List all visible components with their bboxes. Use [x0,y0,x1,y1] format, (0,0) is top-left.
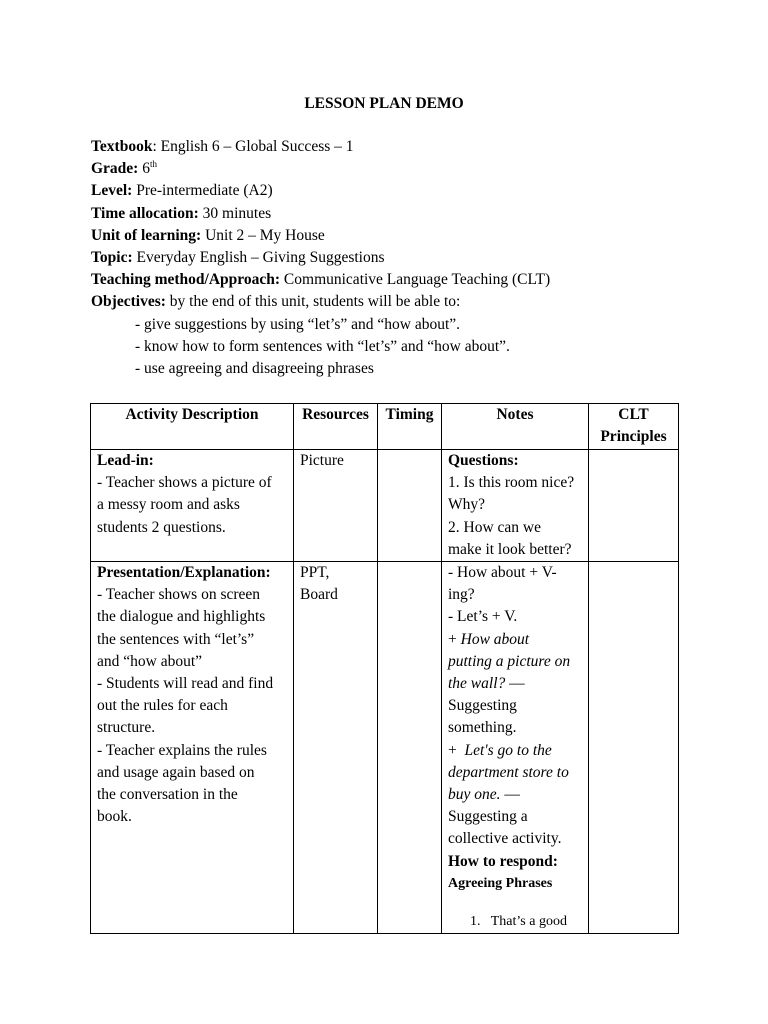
header-clt-line2: Principles [600,428,667,446]
grade-sup: th [149,159,157,170]
header-resources: Resources [294,404,378,450]
method-line [91,269,691,291]
ex1-dash: — [505,675,525,693]
row2-resources [294,562,378,934]
row1-activity [91,450,294,562]
ex2-prefix: + [448,741,465,759]
grade-line [91,158,691,180]
row2-activity-title: Presentation/Explanation: [97,564,271,582]
row1-notes-title: Questions: [448,452,519,469]
row2-notes [442,562,589,934]
unit-value: Unit 2 – My House [205,226,325,244]
page-title: LESSON PLAN DEMO [304,95,464,112]
objectives-value: by the end of this unit, students will be able to: [169,293,461,311]
row2-activity-line: and usage again based on [97,763,255,781]
row2-clt [589,562,679,934]
row2-resources-line: PPT, [300,564,330,582]
objective-item: - know how to form sentences with “let’s” and “how about”. [135,337,510,355]
row2-activity-line: book. [97,808,132,826]
table-row [91,562,679,934]
row1-notes [442,450,589,562]
row1-activity-line: a messy room and asks [97,496,240,514]
objective-item: - use agreeing and disagreeing phrases [135,360,374,378]
row1-clt [589,450,679,562]
topic-line [91,247,691,269]
time-line [91,203,691,225]
row1-notes-line: make it look better? [448,540,572,558]
notes-line: something. [448,719,517,737]
ex2-italic-line: department store to [448,763,569,781]
unit-line [91,225,691,247]
ex2-italic: Let's go to the [464,741,552,759]
textbook-label: Textbook [91,138,153,155]
header-clt [589,404,679,450]
method-label: Teaching method/Approach: [91,271,281,289]
row2-activity-line: the conversation in the [97,786,238,804]
row2-activity-line: the sentences with “let’s” [97,630,255,648]
topic-value: Everyday English – Giving Suggestions [136,249,385,267]
unit-label: Unit of learning: [91,226,202,244]
level-value: Pre-intermediate (A2) [136,182,273,200]
ex1-end-line [448,673,582,695]
objective-item: - give suggestions by using “let’s” and “how about”. [135,315,461,333]
header-clt-line1: CLT [618,406,649,423]
ex1-italic-line: putting a picture on [448,652,571,670]
notes-example-2 [448,740,582,762]
row2-activity-line: out the rules for each [97,697,228,715]
ex2-italic-end: buy one. [448,786,501,804]
agree-list-item: 1. That’s a good [470,914,567,930]
time-label: Time allocation: [91,204,199,222]
textbook-line [91,136,691,158]
row2-activity-line: - Teacher explains the rules [97,741,267,759]
lesson-info [91,136,691,380]
level-label: Level: [91,182,133,200]
row2-activity [91,562,294,934]
row1-activity-title: Lead-in: [97,452,154,469]
objectives-line [91,291,691,313]
ex1-italic-end: the wall? [448,675,506,693]
topic-label: Topic: [91,249,133,267]
row1-resources: Picture [294,450,378,562]
grade-label: Grade: [91,160,139,178]
textbook-value: : English 6 – Global Success – 1 [152,138,354,155]
header-timing: Timing [378,404,442,450]
notes-line: - Let’s + V. [448,608,518,626]
row1-notes-line: Why? [448,496,486,514]
grade-value: 6 [142,160,150,178]
notes-line: Suggesting [448,697,517,715]
agree-title: Agreeing Phrases [448,875,553,891]
row2-timing [378,562,442,934]
row1-activity-line: students 2 questions. [97,518,226,536]
ex1-prefix: + [448,630,461,648]
row2-activity-line: - Teacher shows on screen [97,586,261,604]
respond-title: How to respond: [448,852,558,870]
ex2-end-line [448,784,582,806]
ex1-italic: How about [460,630,530,648]
method-value: Communicative Language Teaching (CLT) [283,271,551,289]
row2-activity-line: structure. [97,719,156,737]
lesson-plan-table [90,403,679,934]
level-line [91,180,691,202]
notes-line: Suggesting a [448,808,528,826]
table-header-row [91,404,679,450]
notes-example-1 [448,629,582,651]
row2-activity-line: the dialogue and highlights [97,608,266,626]
notes-line: ing? [448,586,475,604]
row1-notes-line: 2. How can we [448,518,541,536]
row1-notes-line: 1. Is this room nice? [448,474,575,492]
notes-line: collective activity. [448,830,562,848]
header-activity: Activity Description [91,404,294,450]
table-row [91,450,679,562]
ex2-dash: — [500,786,520,804]
row2-activity-line: and “how about” [97,652,203,670]
row1-activity-line: - Teacher shows a picture of [97,474,272,492]
objectives-label: Objectives: [91,293,166,311]
notes-line: - How about + V- [448,564,557,582]
row2-resources-line: Board [300,586,338,604]
header-notes: Notes [442,404,589,450]
time-value: 30 minutes [202,204,272,222]
row1-timing [378,450,442,562]
row2-activity-line: - Students will read and find [97,675,274,693]
